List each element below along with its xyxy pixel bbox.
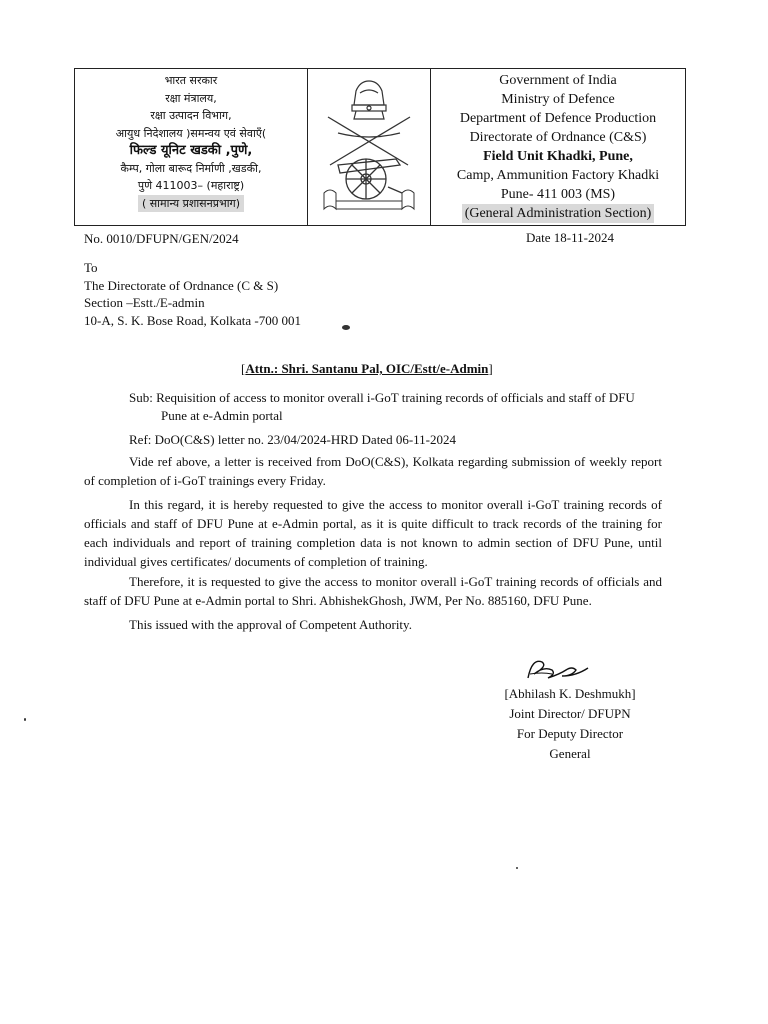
hindi-line: ( सामान्य प्रशासनप्रभाग) [138,195,244,213]
hindi-line: कैम्प, गोला बारूद निर्माणी ,खडकी, [120,161,262,175]
signatory-on-behalf: For Deputy Director General [516,726,624,761]
emblem-panel [307,69,431,225]
attention-bracket-open: [ [241,361,246,376]
hindi-line: रक्षा उत्पादन विभाग, [150,109,232,122]
hindi-line: भारत सरकार [164,74,218,87]
english-line: Field Unit Khadki, Pune, [483,149,633,164]
english-line: Government of India [499,73,617,88]
hindi-line: फिल्ड यूनिट खडकी ,पुणे, [129,143,253,158]
letterhead-english [431,69,685,227]
subject [129,389,669,425]
address-line: 10-A, S. K. Bose Road, Kolkata -700 001 [84,312,302,328]
english-line: Camp, Ammunition Factory Khadki [456,168,660,183]
scan-speck [24,718,26,721]
english-line: (General Administration Section) [462,204,655,223]
reference-line: Ref: DoO(C&S) letter no. 23/04/2024-HRD Dated 06-11-2024 [129,432,456,447]
attention-text: Attn.: Shri. Santanu Pal, OIC/Estt/e-Admin [245,361,489,376]
address-line: The Directorate of Ordnance (C & S) [84,277,279,293]
scan-speck [342,325,350,330]
english-line: Pune- 411 003 (MS) [500,187,616,202]
reference-number: No. 0010/DFUPN/GEN/2024 [84,231,239,246]
address-line: To [84,260,98,275]
english-line: Directorate of Ordnance (C&S) [469,130,647,145]
signatory-name: [Abhilash K. Deshmukh] [504,686,636,701]
attention-bracket-close: ] [488,361,493,376]
subject-line: Pune at e-Admin portal [161,408,283,423]
hindi-line: रक्षा मंत्रालय, [165,91,217,105]
emblem-icon [308,69,430,225]
address-line: Section –Estt./E-admin [84,295,205,310]
subject-line: Sub: Requisition of access to monitor overall i-GoT training records of officials and staff of DFU [129,390,635,405]
body-paragraph: Therefore, it is requested to give the access to monitor overall i-GoT training records of officials and staff of DFU Pune at e-Admin portal to Shri. AbhishekGhosh, JWM, Per No. 885160, DFU Pune. [84,574,662,608]
letterhead [74,68,686,226]
signatory-block [495,684,645,764]
body-paragraph: In this regard, it is hereby requested to give the access to monitor overall i-GoT training records of officials and staff of DFU Pune at e-Admin portal, as it is quite difficult to track records of the training for each individuals and report of training completion data is not known to admin section of DFU Pune, until individual gives certificates/ documents of completion of training. [84,497,662,569]
signature-mark [522,656,598,686]
letter-date: Date 18-11-2024 [526,230,614,245]
english-line: Department of Defence Production [459,111,657,126]
address-block [84,259,301,329]
body-paragraph: Vide ref above, a letter is received from DoO(C&S), Kolkata regarding submission of weekly report of completion of i-GoT trainings every Friday. [84,454,662,488]
body-paragraph: This issued with the approval of Competent Authority. [129,617,412,632]
letterhead-hindi [75,69,307,225]
scan-speck [516,867,518,869]
hindi-line: आयुध निदेशालय )समन्वय एवं सेवाएँ( [115,126,267,140]
signatory-designation: Joint Director/ DFUPN [509,706,631,721]
hindi-line: पुणे 411003– (महाराष्ट्र) [137,179,245,192]
attention-line [241,360,493,377]
english-line: Ministry of Defence [501,92,615,107]
